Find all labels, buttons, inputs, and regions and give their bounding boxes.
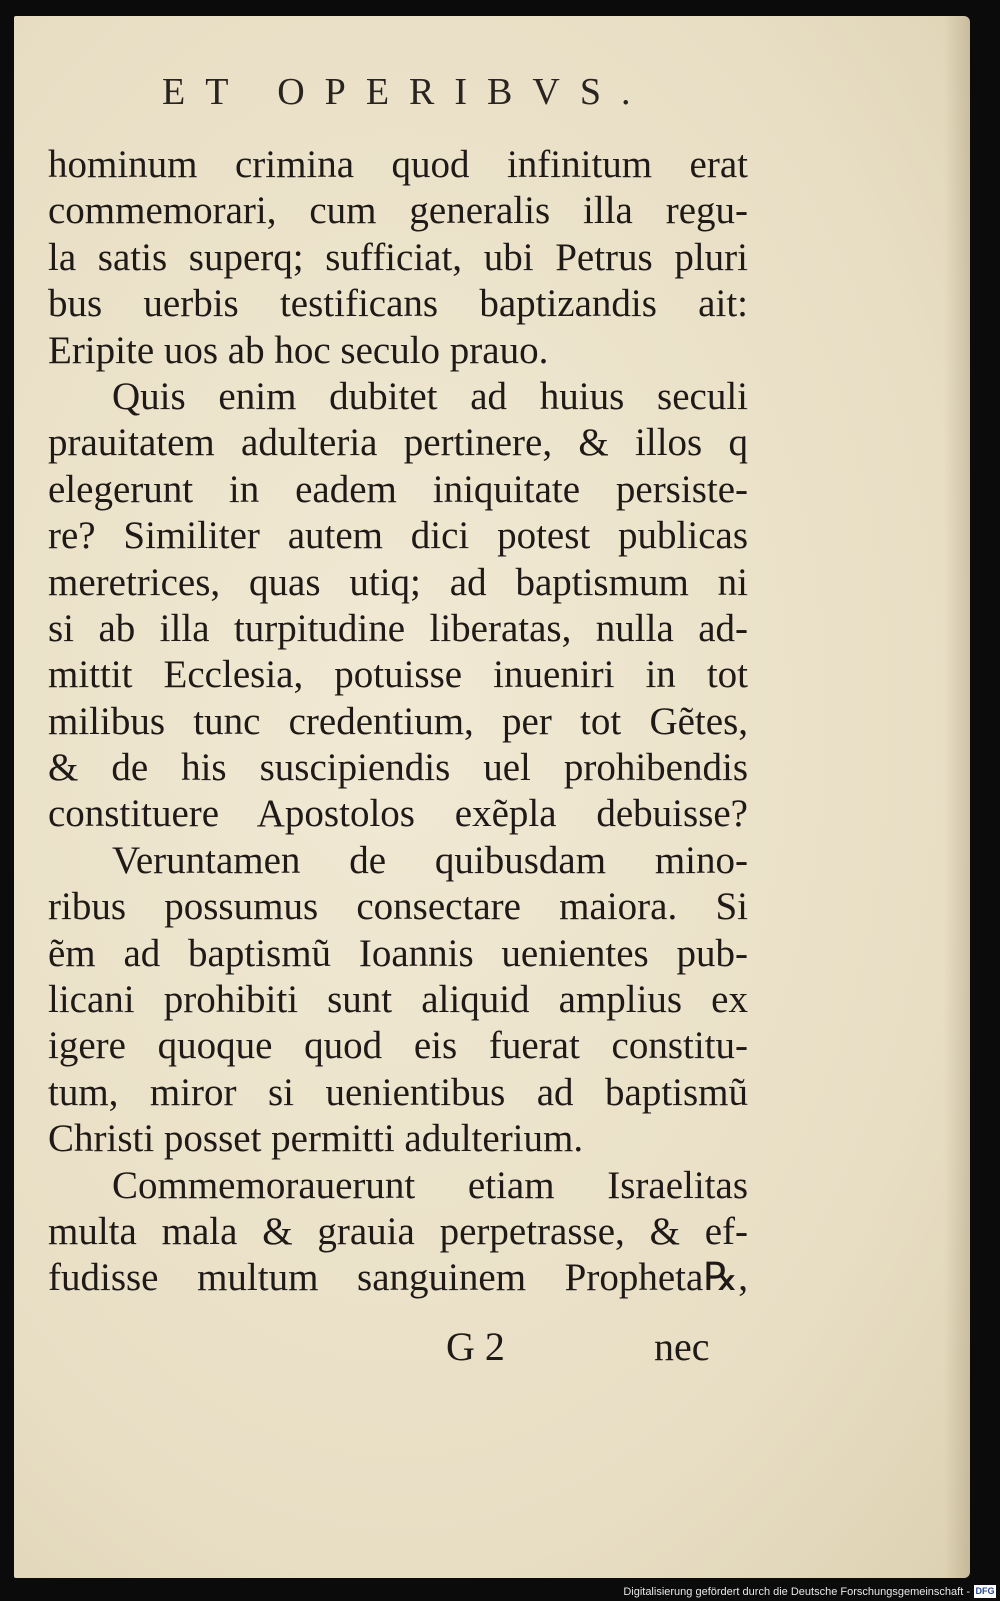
text-line: mittit Ecclesia, potuisse inueniri in tot — [48, 653, 748, 697]
text-line: Christi posset permitti adulterium. — [48, 1117, 584, 1161]
body-text — [48, 142, 748, 1302]
text-line: elegerunt in eadem iniquitate persiste- — [48, 467, 748, 511]
text-line: ribus possumus consectare maiora. Si — [48, 885, 748, 929]
dfg-logo: DFG — [975, 1586, 995, 1596]
text-line: la satis superq; sufficiat, ubi Petrus pluri — [48, 235, 748, 279]
digitization-credit: Digitalisierung gefördert durch die Deutsche Forschungsgemeinschaft - — [623, 1586, 970, 1598]
text-line: igere quoque quod eis fuerat constitu- — [48, 1024, 748, 1068]
text-line: commemorari, cum generalis illa regu- — [48, 189, 748, 233]
text-line: licani prohibiti sunt aliquid amplius ex — [48, 978, 748, 1022]
signature-mark: G 2 — [446, 1324, 505, 1369]
running-header: ET OPERIBVS. — [162, 71, 651, 113]
text-line: multa mala & grauia perpetrasse, & ef- — [48, 1209, 748, 1253]
text-line: constituere Apostolos exẽpla debuisse? — [48, 792, 748, 836]
text-line: hominum crimina quod infinitum erat — [48, 143, 748, 186]
text-line: fudisse multum sanguinem Propheta℞, — [48, 1256, 748, 1300]
text-line: milibus tunc credentium, per tot Gẽtes, — [48, 699, 748, 743]
text-line: & de his suscipiendis uel prohibendis — [48, 746, 748, 790]
text-line: re? Similiter autem dici potest publicas — [48, 514, 748, 558]
book-page — [14, 16, 970, 1578]
page-edge-shadow — [944, 16, 970, 1578]
text-line: ẽm ad baptismũ Ioannis uenientes pub- — [48, 931, 748, 975]
catchword: nec — [654, 1324, 710, 1369]
text-line: Eripite uos ab hoc seculo prauo. — [48, 328, 549, 372]
paragraph-start-line: Quis enim dubitet ad huius seculi — [112, 374, 748, 418]
text-line: bus uerbis testificans baptizandis ait: — [48, 282, 748, 326]
text-line: prauitatem adulteria pertinere, & illos q — [48, 421, 748, 465]
paragraph-start-line: Veruntamen de quibusdam mino- — [112, 838, 748, 882]
text-line: si ab illa turpitudine liberatas, nulla ad- — [48, 606, 748, 650]
paragraph-start-line: Commemorauerunt etiam Israelitas — [112, 1163, 748, 1207]
text-line: meretrices, quas utiq; ad baptismum ni — [48, 560, 748, 604]
text-line: tum, miror si uenientibus ad baptismũ — [48, 1070, 748, 1114]
